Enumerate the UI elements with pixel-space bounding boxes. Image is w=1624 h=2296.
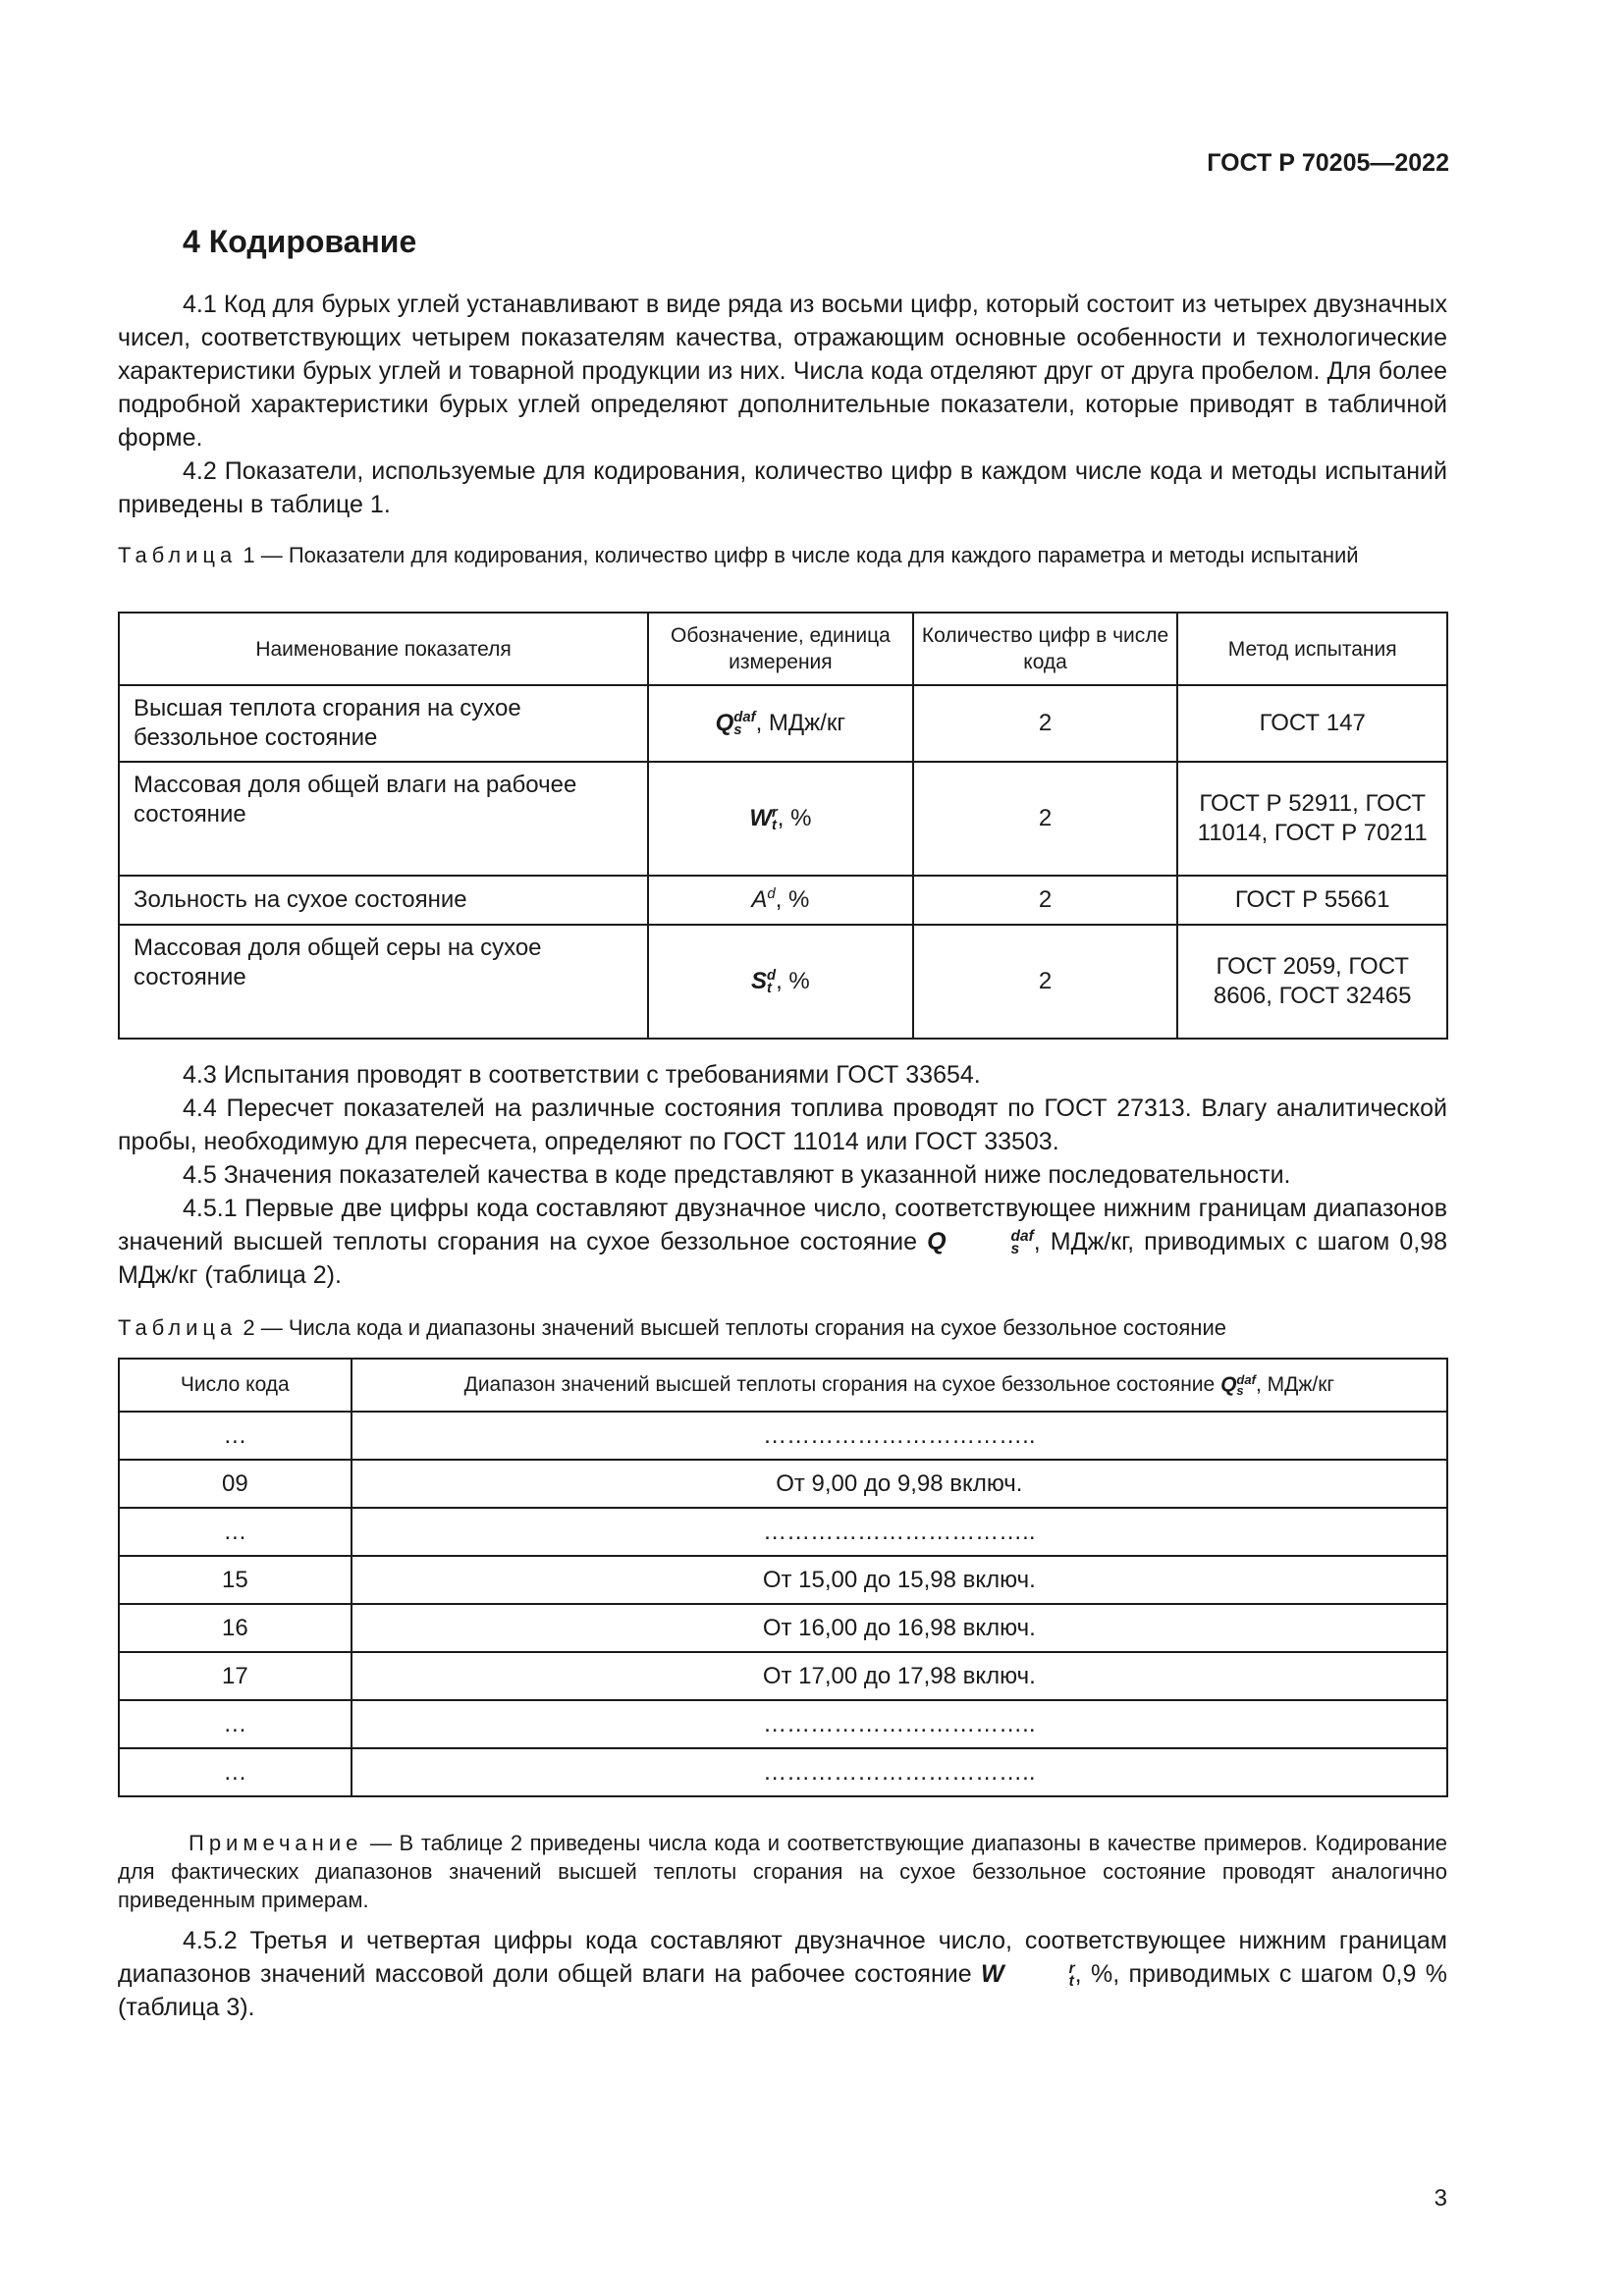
code-cell: … [119, 1508, 352, 1556]
table1-header-unit: Обозначение, единица измерения [648, 613, 913, 685]
unit-text: , МДж/кг [755, 710, 846, 736]
symbol-cell [648, 876, 913, 925]
unit-text: , % [776, 968, 810, 994]
paragraph-4-1: 4.1 Код для бурых углей устанавливают в виде ряда из восьми цифр, который состоит из четырех двузначных чисел, соответствующих четырем показателям качества, отражающим основные особенности и технологические характеристики бурых углей и товарной продукции из них. Числа кода отделяют друг от друга пробелом. Для более подробной характеристики бурых углей определяют дополнительные показатели, которые приводят в табличной форме. [118, 291, 1447, 452]
table1-caption-text: 1 — Показатели для кодирования, количество цифр в числе кода для каждого параметра и методы испытаний [237, 543, 1359, 567]
range-cell: От 17,00 до 17,98 включ. [352, 1652, 1447, 1700]
code-cell: … [119, 1412, 352, 1460]
range-cell: …………………………….. [352, 1748, 1447, 1796]
table-row [119, 685, 1447, 762]
table-row [119, 1460, 1447, 1508]
code-cell: … [119, 1748, 352, 1796]
table2-header-range-unit: , МДж/кг [1255, 1373, 1335, 1396]
page-number: 3 [1434, 2185, 1447, 2212]
range-cell: От 16,00 до 16,98 включ. [352, 1604, 1447, 1652]
table2-header-range [352, 1359, 1447, 1412]
table2-header-code: Число кода [119, 1359, 352, 1412]
symbol-cell [648, 685, 913, 762]
range-cell: …………………………….. [352, 1508, 1447, 1556]
table1-header-digits: Количество цифр в числе кода [913, 613, 1178, 685]
table2-note [118, 1829, 1447, 1914]
symbol-s-d: S d t [750, 968, 777, 996]
indicator-name: Массовая доля общей серы на сухое состояние [119, 925, 648, 1039]
table-row [119, 1508, 1447, 1556]
range-cell: От 9,00 до 9,98 включ. [352, 1460, 1447, 1508]
code-cell: 17 [119, 1652, 352, 1700]
document-code: ГОСТ Р 70205—2022 [1207, 149, 1449, 177]
symbol-q-daf: Q daf s [1220, 1372, 1256, 1399]
table-row [119, 762, 1447, 876]
range-cell: …………………………….. [352, 1412, 1447, 1460]
table2-header-row [119, 1359, 1447, 1412]
table2-caption-text: 2 — Числа кода и диапазоны значений высшей теплоты сгорания на сухое беззольное состояние [237, 1315, 1226, 1340]
paragraph-4-5-1-text: 4.5.1 Первые две цифры кода составляют двузначное число, соответствующее нижним границам диапазонов значений высшей теплоты сгорания на сухое беззольное состояние [118, 1195, 1447, 1255]
note-label: Примечание [189, 1831, 363, 1855]
symbol-cell [648, 925, 913, 1039]
section-title: 4 Кодирование [183, 224, 417, 259]
digits-cell: 2 [913, 876, 1178, 925]
note-text: — В таблице 2 приведены числа кода и соответствующие диапазоны в качестве примеров. Кодирование для фактических диапазонов значений высшей теплоты сгорания на сухое беззольное состояние проводят аналогично приведенным примерам. [118, 1831, 1447, 1912]
table-row [119, 925, 1447, 1039]
method-cell: ГОСТ Р 55661 [1177, 876, 1447, 925]
table-row [119, 1748, 1447, 1796]
unit-text: , % [777, 805, 812, 831]
method-cell: ГОСТ 147 [1177, 685, 1447, 762]
digits-cell: 2 [913, 925, 1178, 1039]
table2 [118, 1358, 1448, 1797]
indicator-name: Высшая теплота сгорания на сухое беззольное состояние [119, 685, 648, 762]
table1-header-name: Наименование показателя [119, 613, 648, 685]
symbol-w-r: W r t [749, 805, 778, 833]
range-cell: От 15,00 до 15,98 включ. [352, 1556, 1447, 1604]
paragraph-4-3: 4.3 Испытания проводят в соответствии с требованиями ГОСТ 33654. [183, 1061, 981, 1089]
table2-caption-label: Таблица [118, 1315, 238, 1340]
code-cell: 16 [119, 1604, 352, 1652]
paragraph-4-5-2 [118, 1924, 1447, 2024]
paragraph-4-4: 4.4 Пересчет показателей на различные состояния топлива проводят по ГОСТ 27313. Влагу аналитической пробы, необходимую для пересчета, определяют по ГОСТ 11014 или ГОСТ 33503. [118, 1095, 1447, 1155]
code-cell: 15 [119, 1556, 352, 1604]
indicator-name: Массовая доля общей влаги на рабочее состояние [119, 762, 648, 876]
table1-caption [118, 541, 1447, 569]
table-row [119, 1412, 1447, 1460]
table2-body [119, 1412, 1447, 1796]
table-row [119, 1700, 1447, 1748]
method-cell: ГОСТ Р 52911, ГОСТ 11014, ГОСТ Р 70211 [1177, 762, 1447, 876]
paragraph-4-5: 4.5 Значения показателей качества в коде представляют в указанной ниже последовательности. [183, 1161, 1291, 1189]
symbol-q-daf: Q daf s [715, 710, 756, 738]
paragraph-4-5-2-text: 4.5.2 Третья и четвертая цифры кода составляют двузначное число, соответствующее нижним границам диапазонов значений массовой доли общей влаги на рабочее состояние [118, 1927, 1447, 1988]
symbol-q-daf: Q daf s [927, 1228, 1034, 1258]
unit-text: , % [775, 886, 810, 913]
table1-caption-label: Таблица [118, 543, 238, 567]
table-row [119, 1604, 1447, 1652]
symbol-cell [648, 762, 913, 876]
table1-header-method: Метод испытания [1177, 613, 1447, 685]
table2-caption [118, 1313, 1447, 1342]
table-row [119, 1652, 1447, 1700]
code-cell: 09 [119, 1460, 352, 1508]
symbol-w-r: W r t [981, 1960, 1075, 1991]
indicator-name: Зольность на сухое состояние [119, 876, 648, 925]
method-cell: ГОСТ 2059, ГОСТ 8606, ГОСТ 32465 [1177, 925, 1447, 1039]
code-cell: … [119, 1700, 352, 1748]
table-row [119, 876, 1447, 925]
table-row [119, 1556, 1447, 1604]
table1 [118, 612, 1448, 1040]
digits-cell: 2 [913, 685, 1178, 762]
range-cell: …………………………….. [352, 1700, 1447, 1748]
digits-cell: 2 [913, 762, 1178, 876]
paragraph-4-5-1-tail: , МДж/кг, приводимых с шагом 0,98 МДж/кг (таблица 2). [118, 1228, 1447, 1289]
paragraph-4-2: 4.2 Показатели, используемые для кодирования, количество цифр в каждом числе кода и методы испытаний приведены в таблице 1. [118, 457, 1447, 518]
table2-header-range-text: Диапазон значений высшей теплоты сгорания на сухое беззольное состояние [463, 1373, 1216, 1396]
paragraph-4-5-2-tail: , %, приводимых с шагом 0,9 % (таблица 3). [118, 1960, 1447, 2021]
table1-header-row [119, 613, 1447, 685]
paragraph-4-5-1 [118, 1192, 1447, 1292]
symbol-a-d: A d [751, 886, 776, 913]
